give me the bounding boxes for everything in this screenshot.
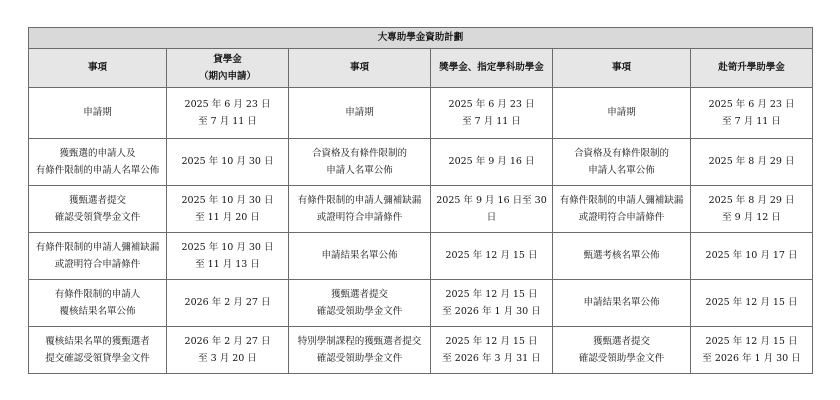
table-title: 大專助學金資助計劃 [29, 28, 813, 49]
table-cell: 獲甄選者提交 確認受領助學金文件 [553, 326, 691, 373]
table-cell: 2025 年 6 月 23 日 至 7 月 11 日 [691, 87, 813, 138]
table-cell: 有條件限制的申請人 覆核結果名單公佈 [29, 279, 167, 326]
table-cell: 2025 年 9 月 16 日 [431, 138, 553, 185]
table-cell: 2025 年 10 月 30 日 [167, 138, 289, 185]
table-cell: 有條件限制的申請人彌補缺漏 或證明符合申請條件 [553, 185, 691, 232]
header-item-3: 事項 [553, 48, 691, 87]
table-cell: 獲甄選的申請人及 有條件限制的申請人名單公佈 [29, 138, 167, 185]
table-cell: 獲甄選者提交 確認受領助學金文件 [289, 279, 431, 326]
table-row [29, 138, 813, 185]
table-cell: 特別學制課程的獲甄選者提交 確認受領助學金文件 [289, 326, 431, 373]
table-cell: 2025 年 12 月 15 日 [431, 232, 553, 279]
table-cell: 有條件限制的申請人彌補缺漏 或證明符合申請條件 [29, 232, 167, 279]
table-cell: 甄選考核名單公佈 [553, 232, 691, 279]
table-cell: 2025 年 12 月 15 日 至 2026 年 1 月 30 日 [431, 279, 553, 326]
table-title-row [29, 28, 813, 49]
table-cell: 2025 年 6 月 23 日 至 7 月 11 日 [431, 87, 553, 138]
table-cell: 2025 年 8 月 29 日 至 9 月 12 日 [691, 185, 813, 232]
table-cell: 2025 年 8 月 29 日 [691, 138, 813, 185]
table-cell: 2025 年 10 月 17 日 [691, 232, 813, 279]
table-row [29, 87, 813, 138]
table-cell: 2025 年 6 月 23 日 至 7 月 11 日 [167, 87, 289, 138]
table-cell: 2025 年 12 月 15 日 [691, 279, 813, 326]
table-cell: 申請結果名單公佈 [289, 232, 431, 279]
header-loan: 貸學金 （期內申請） [167, 48, 289, 87]
table-cell: 2025 年 10 月 30 日 至 11 月 13 日 [167, 232, 289, 279]
table-cell: 2026 年 2 月 27 日 至 3 月 20 日 [167, 326, 289, 373]
table-cell: 合資格及有條件限制的 申請人名單公佈 [289, 138, 431, 185]
table-cell: 獲甄選者提交 確認受領貸學金文件 [29, 185, 167, 232]
table-row [29, 326, 813, 373]
table-cell: 合資格及有條件限制的 申請人名單公佈 [553, 138, 691, 185]
table-cell: 申請結果名單公佈 [553, 279, 691, 326]
table-cell: 2025 年 12 月 15 日 至 2026 年 3 月 31 日 [431, 326, 553, 373]
table-cell: 2025 年 10 月 30 日 至 11 月 20 日 [167, 185, 289, 232]
table-cell: 申請期 [553, 87, 691, 138]
table-row [29, 232, 813, 279]
table-cell: 覆核結果名單的獲甄選者 提交確認受領貸學金文件 [29, 326, 167, 373]
table-cell: 2026 年 2 月 27 日 [167, 279, 289, 326]
header-scholarship: 獎學金、指定學科助學金 [431, 48, 553, 87]
table-cell: 申請期 [289, 87, 431, 138]
header-item-2: 事項 [289, 48, 431, 87]
header-row [29, 48, 813, 87]
table-cell: 2025 年 12 月 15 日 至 2026 年 1 月 30 日 [691, 326, 813, 373]
schedule-table [28, 27, 813, 374]
header-item-1: 事項 [29, 48, 167, 87]
table-row [29, 185, 813, 232]
table-cell: 2025 年 9 月 16 日至 30 日 [431, 185, 553, 232]
table-cell: 有條件限制的申請人彌補缺漏 或證明符合申請條件 [289, 185, 431, 232]
table-row [29, 279, 813, 326]
header-overseas-grant: 赴笥升學助學金 [691, 48, 813, 87]
table-cell: 申請期 [29, 87, 167, 138]
